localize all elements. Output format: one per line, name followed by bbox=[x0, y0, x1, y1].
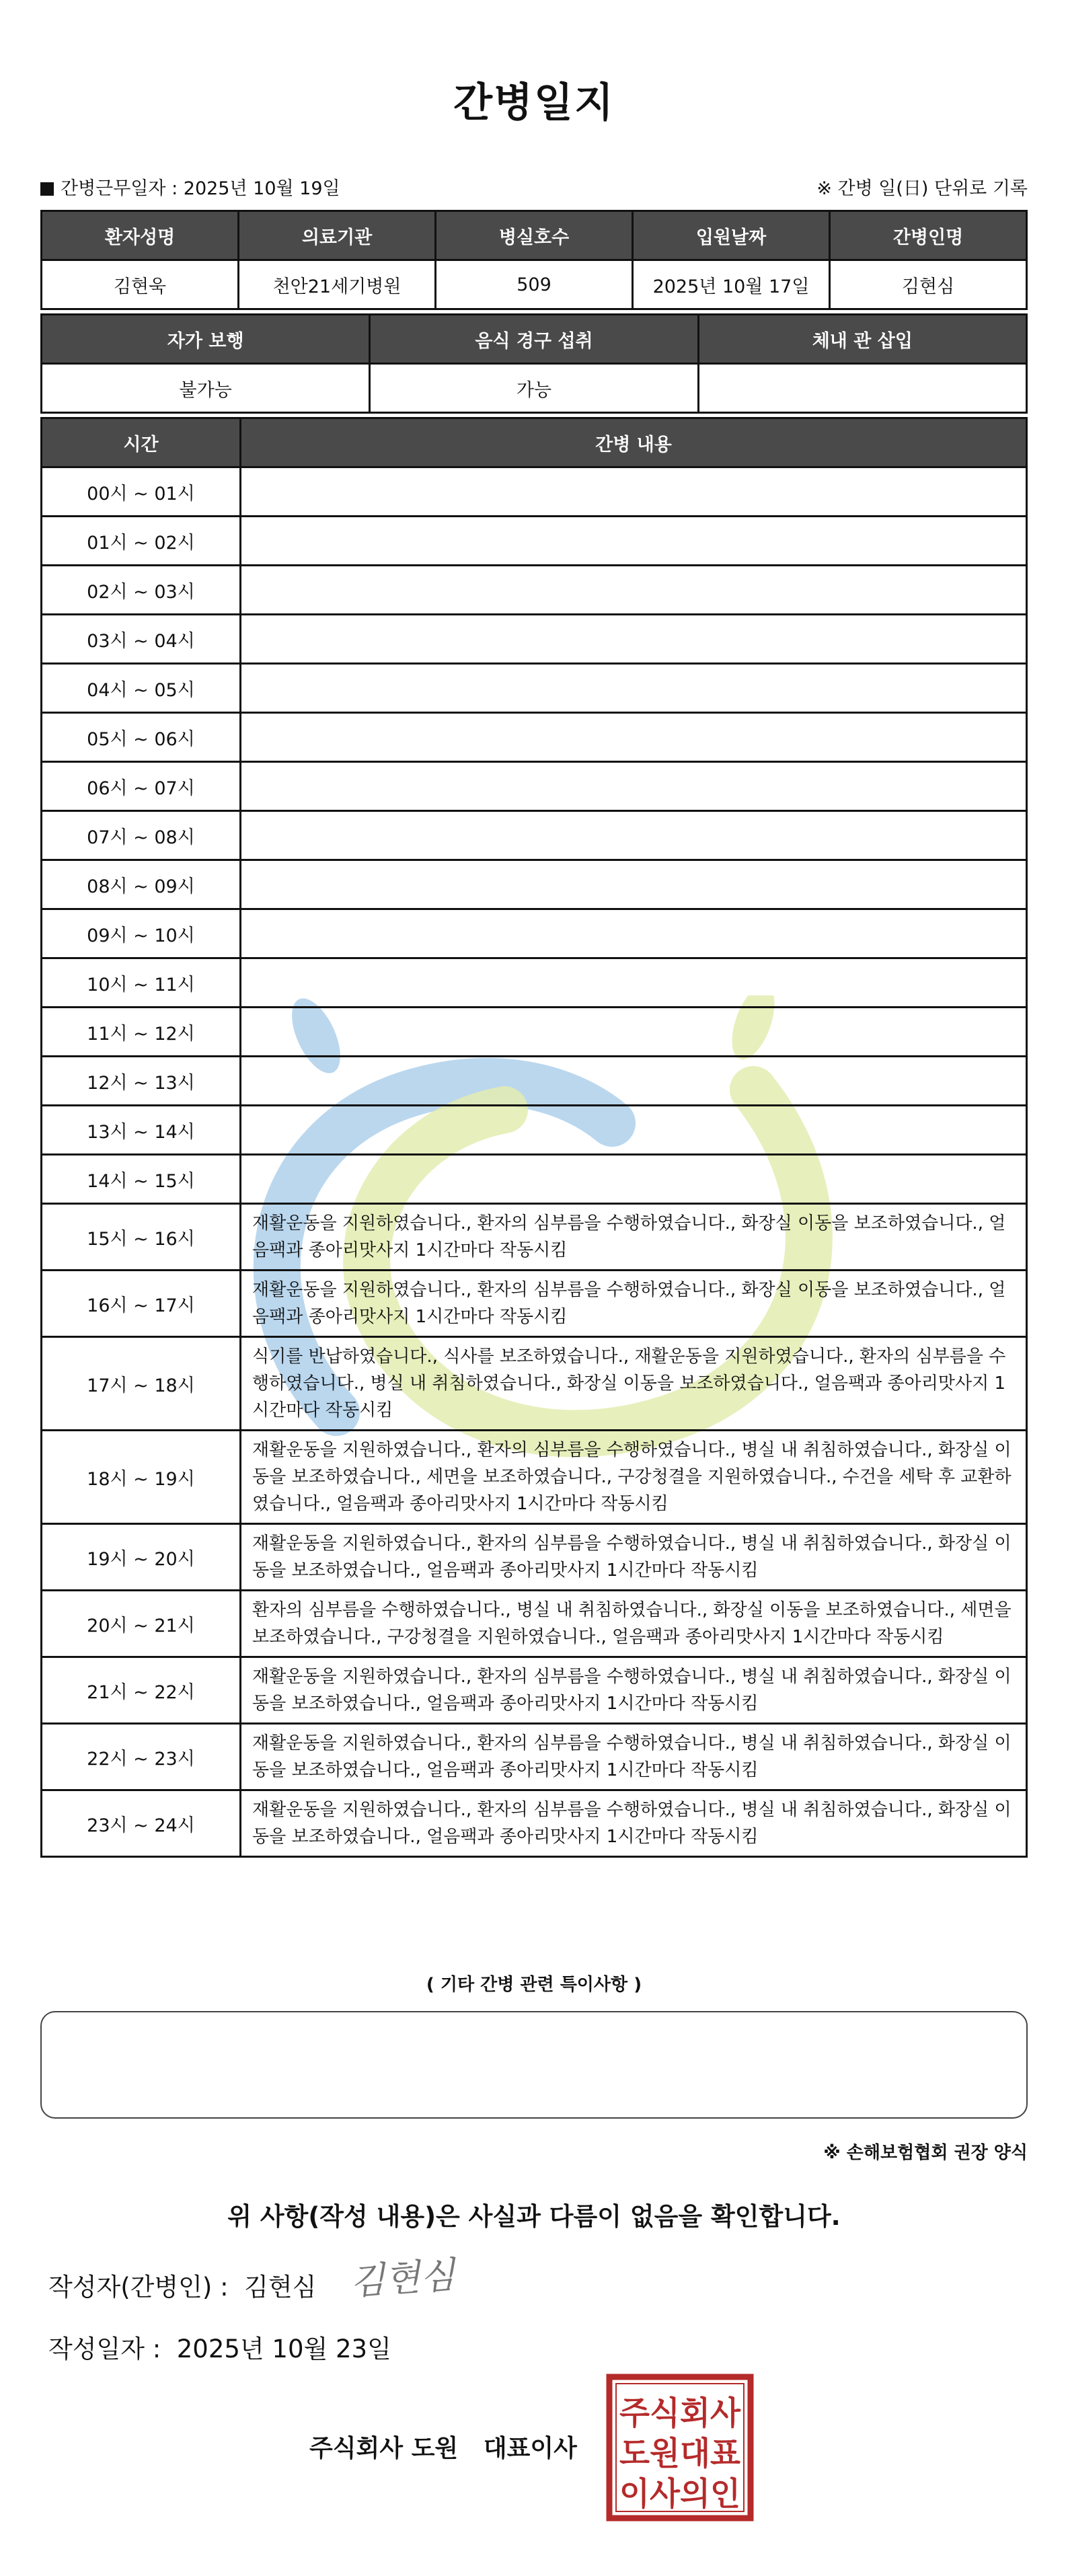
hospital-name: 천안21세기병원 bbox=[239, 260, 436, 309]
caregiver-name: 김현심 bbox=[830, 260, 1027, 309]
table-row bbox=[42, 467, 1027, 517]
table-row bbox=[42, 909, 1027, 958]
confirmation-statement: 위 사항(작성 내용)은 사실과 다름이 없음을 확인합니다. bbox=[227, 2202, 841, 2231]
header-tube-insertion: 체내 관 삽입 bbox=[698, 315, 1026, 364]
writer-label: 작성자(간병인) : bbox=[48, 2273, 229, 2302]
table-row bbox=[42, 860, 1027, 909]
table-row bbox=[42, 1431, 1027, 1524]
svg-text:주식회사: 주식회사 bbox=[619, 2394, 741, 2432]
log-content-cell bbox=[241, 1008, 1027, 1057]
patient-status-table bbox=[40, 313, 1028, 414]
log-time-cell: 08시 ~ 09시 bbox=[42, 860, 241, 909]
care-log-body bbox=[42, 467, 1027, 1857]
table-row bbox=[42, 762, 1027, 811]
patient-name: 김현욱 bbox=[42, 260, 239, 309]
company-name: 주식회사 도원 bbox=[309, 2435, 459, 2462]
log-time-cell: 14시 ~ 15시 bbox=[42, 1155, 241, 1204]
log-time-cell: 17시 ~ 18시 bbox=[42, 1337, 241, 1431]
log-time-cell: 23시 ~ 24시 bbox=[42, 1790, 241, 1857]
written-date-label: 작성일자 : bbox=[48, 2335, 161, 2363]
log-content-cell bbox=[241, 664, 1027, 713]
header-care-content: 간병 내용 bbox=[241, 418, 1027, 467]
table-row bbox=[42, 615, 1027, 664]
tube-insertion-value bbox=[698, 364, 1026, 413]
table-row bbox=[42, 1008, 1027, 1057]
form-source-note: ※ 손해보험협회 권장 양식 bbox=[823, 2143, 1028, 2163]
log-time-cell: 11시 ~ 12시 bbox=[42, 1008, 241, 1057]
log-time-cell: 04시 ~ 05시 bbox=[42, 664, 241, 713]
log-time-cell: 02시 ~ 03시 bbox=[42, 566, 241, 615]
log-time-cell: 18시 ~ 19시 bbox=[42, 1431, 241, 1524]
log-time-cell: 10시 ~ 11시 bbox=[42, 958, 241, 1008]
table-row bbox=[42, 713, 1027, 762]
log-content-cell bbox=[241, 958, 1027, 1008]
log-time-cell: 19시 ~ 20시 bbox=[42, 1524, 241, 1591]
table-row bbox=[42, 1790, 1027, 1857]
oral-intake-value: 가능 bbox=[370, 364, 698, 413]
log-content-cell bbox=[241, 566, 1027, 615]
log-content-cell: 재활운동을 지원하였습니다., 환자의 심부름을 수행하였습니다., 화장실 이동을 보조하였습니다., 얼음팩과 종아리맛사지 1시간마다 작동시킴 bbox=[241, 1271, 1027, 1337]
log-time-cell: 22시 ~ 23시 bbox=[42, 1724, 241, 1790]
square-bullet-icon bbox=[40, 182, 54, 196]
table-row bbox=[42, 1057, 1027, 1106]
header-hospital: 의료기관 bbox=[239, 211, 436, 260]
table-row bbox=[42, 1524, 1027, 1591]
work-date-label: 간병근무일자 bbox=[61, 178, 166, 199]
company-role: 대표이사 bbox=[483, 2435, 577, 2462]
log-time-cell: 15시 ~ 16시 bbox=[42, 1204, 241, 1271]
meta-row bbox=[40, 174, 1028, 200]
table-header-row bbox=[42, 315, 1027, 364]
log-content-cell bbox=[241, 1155, 1027, 1204]
log-content-cell: 재활운동을 지원하였습니다., 환자의 심부름을 수행하였습니다., 병실 내 취침하였습니다., 화장실 이동을 보조하였습니다., 얼음팩과 종아리맛사지 1시간마다 작동시킴 bbox=[241, 1524, 1027, 1591]
log-content-cell bbox=[241, 467, 1027, 517]
log-time-cell: 07시 ~ 08시 bbox=[42, 811, 241, 860]
log-content-cell bbox=[241, 517, 1027, 566]
notes-box bbox=[40, 2011, 1028, 2119]
log-content-cell: 재활운동을 지원하였습니다., 환자의 심부름을 수행하였습니다., 병실 내 취침하였습니다., 화장실 이동을 보조하였습니다., 얼음팩과 종아리맛사지 1시간마다 작동시킴 bbox=[241, 1724, 1027, 1790]
log-content-cell: 환자의 심부름을 수행하였습니다., 병실 내 취침하였습니다., 화장실 이동을 보조하였습니다., 세면을 보조하였습니다., 구강청결을 지원하였습니다., 얼음팩과 종아리맛사지 1시간마다 작동시킴 bbox=[241, 1591, 1027, 1657]
log-time-cell: 20시 ~ 21시 bbox=[42, 1591, 241, 1657]
table-row bbox=[42, 1106, 1027, 1155]
log-time-cell: 21시 ~ 22시 bbox=[42, 1657, 241, 1724]
log-content-cell bbox=[241, 1057, 1027, 1106]
header-room: 병실호수 bbox=[436, 211, 633, 260]
table-header-row bbox=[42, 211, 1027, 260]
company-seal-stamp bbox=[605, 2373, 755, 2522]
table-row bbox=[42, 1657, 1027, 1724]
document-title: 간병일지 bbox=[453, 79, 615, 126]
table-row bbox=[42, 1591, 1027, 1657]
self-walking-value: 불가능 bbox=[42, 364, 370, 413]
log-content-cell: 재활운동을 지원하였습니다., 환자의 심부름을 수행하였습니다., 병실 내 취침하였습니다., 화장실 이동을 보조하였습니다., 얼음팩과 종아리맛사지 1시간마다 작동시킴 bbox=[241, 1657, 1027, 1724]
handwritten-signature: 김현심 bbox=[348, 2253, 457, 2304]
log-content-cell bbox=[241, 615, 1027, 664]
work-date-value: 2025년 10월 19일 bbox=[183, 178, 340, 199]
log-time-cell: 09시 ~ 10시 bbox=[42, 909, 241, 958]
log-content-cell: 식기를 반납하였습니다., 식사를 보조하였습니다., 재활운동을 지원하였습니다., 환자의 심부름을 수행하였습니다., 병실 내 취침하였습니다., 화장실 이동을 보조하였습니다., 얼음팩과 종아리맛사지 1시간마다 작동시킴 bbox=[241, 1337, 1027, 1431]
table-row bbox=[42, 566, 1027, 615]
log-content-cell bbox=[241, 762, 1027, 811]
log-time-cell: 16시 ~ 17시 bbox=[42, 1271, 241, 1337]
company-line bbox=[309, 2429, 577, 2464]
writer-line bbox=[48, 2267, 316, 2303]
log-content-cell bbox=[241, 909, 1027, 958]
care-log-table bbox=[40, 417, 1028, 1858]
log-content-cell: 재활운동을 지원하였습니다., 환자의 심부름을 수행하였습니다., 병실 내 취침하였습니다., 화장실 이동을 보조하였습니다., 세면을 보조하였습니다., 구강청결을 지원하였습니다., 수건을 세탁 후 교환하였습니다., 얼음팩과 종아리맛사지 1시간마다 작동시킴 bbox=[241, 1431, 1027, 1524]
notes-title: ( 기타 간병 관련 특이사항 ) bbox=[426, 1975, 642, 1995]
table-row bbox=[42, 958, 1027, 1008]
table-row bbox=[42, 664, 1027, 713]
table-row bbox=[42, 517, 1027, 566]
log-time-cell: 05시 ~ 06시 bbox=[42, 713, 241, 762]
patient-info-table bbox=[40, 210, 1028, 310]
header-caregiver-name: 간병인명 bbox=[830, 211, 1027, 260]
table-row bbox=[42, 1155, 1027, 1204]
table-row bbox=[42, 1724, 1027, 1790]
room-number: 509 bbox=[436, 260, 633, 309]
log-content-cell bbox=[241, 811, 1027, 860]
log-content-cell bbox=[241, 1106, 1027, 1155]
table-row bbox=[42, 1204, 1027, 1271]
table-row bbox=[42, 1271, 1027, 1337]
table-row bbox=[42, 364, 1027, 413]
log-time-cell: 00시 ~ 01시 bbox=[42, 467, 241, 517]
table-row bbox=[42, 260, 1027, 309]
log-time-cell: 13시 ~ 14시 bbox=[42, 1106, 241, 1155]
table-row bbox=[42, 811, 1027, 860]
work-date: 간병근무일자 : 2025년 10월 19일 bbox=[40, 174, 340, 200]
svg-text:도원대표: 도원대표 bbox=[619, 2435, 741, 2472]
log-content-cell bbox=[241, 713, 1027, 762]
log-content-cell bbox=[241, 860, 1027, 909]
header-self-walking: 자가 보행 bbox=[42, 315, 370, 364]
log-content-cell: 재활운동을 지원하였습니다., 환자의 심부름을 수행하였습니다., 화장실 이동을 보조하였습니다., 얼음팩과 종아리맛사지 1시간마다 작동시킴 bbox=[241, 1204, 1027, 1271]
svg-text:이사의인: 이사의인 bbox=[619, 2475, 740, 2513]
admission-date: 2025년 10월 17일 bbox=[633, 260, 830, 309]
written-date: 2025년 10월 23일 bbox=[176, 2335, 391, 2363]
writer-name: 김현심 bbox=[244, 2273, 317, 2302]
header-admission-date: 입원날짜 bbox=[633, 211, 830, 260]
table-header-row bbox=[42, 418, 1027, 467]
log-content-cell: 재활운동을 지원하였습니다., 환자의 심부름을 수행하였습니다., 병실 내 취침하였습니다., 화장실 이동을 보조하였습니다., 얼음팩과 종아리맛사지 1시간마다 작동시킴 bbox=[241, 1790, 1027, 1857]
log-time-cell: 01시 ~ 02시 bbox=[42, 517, 241, 566]
header-patient-name: 환자성명 bbox=[42, 211, 239, 260]
table-row bbox=[42, 1337, 1027, 1431]
log-time-cell: 06시 ~ 07시 bbox=[42, 762, 241, 811]
written-date-line bbox=[48, 2328, 391, 2365]
log-time-cell: 12시 ~ 13시 bbox=[42, 1057, 241, 1106]
header-oral-intake: 음식 경구 섭취 bbox=[370, 315, 698, 364]
log-time-cell: 03시 ~ 04시 bbox=[42, 615, 241, 664]
header-time: 시간 bbox=[42, 418, 241, 467]
unit-note: ※ 간병 일(日) 단위로 기록 bbox=[816, 178, 1028, 199]
